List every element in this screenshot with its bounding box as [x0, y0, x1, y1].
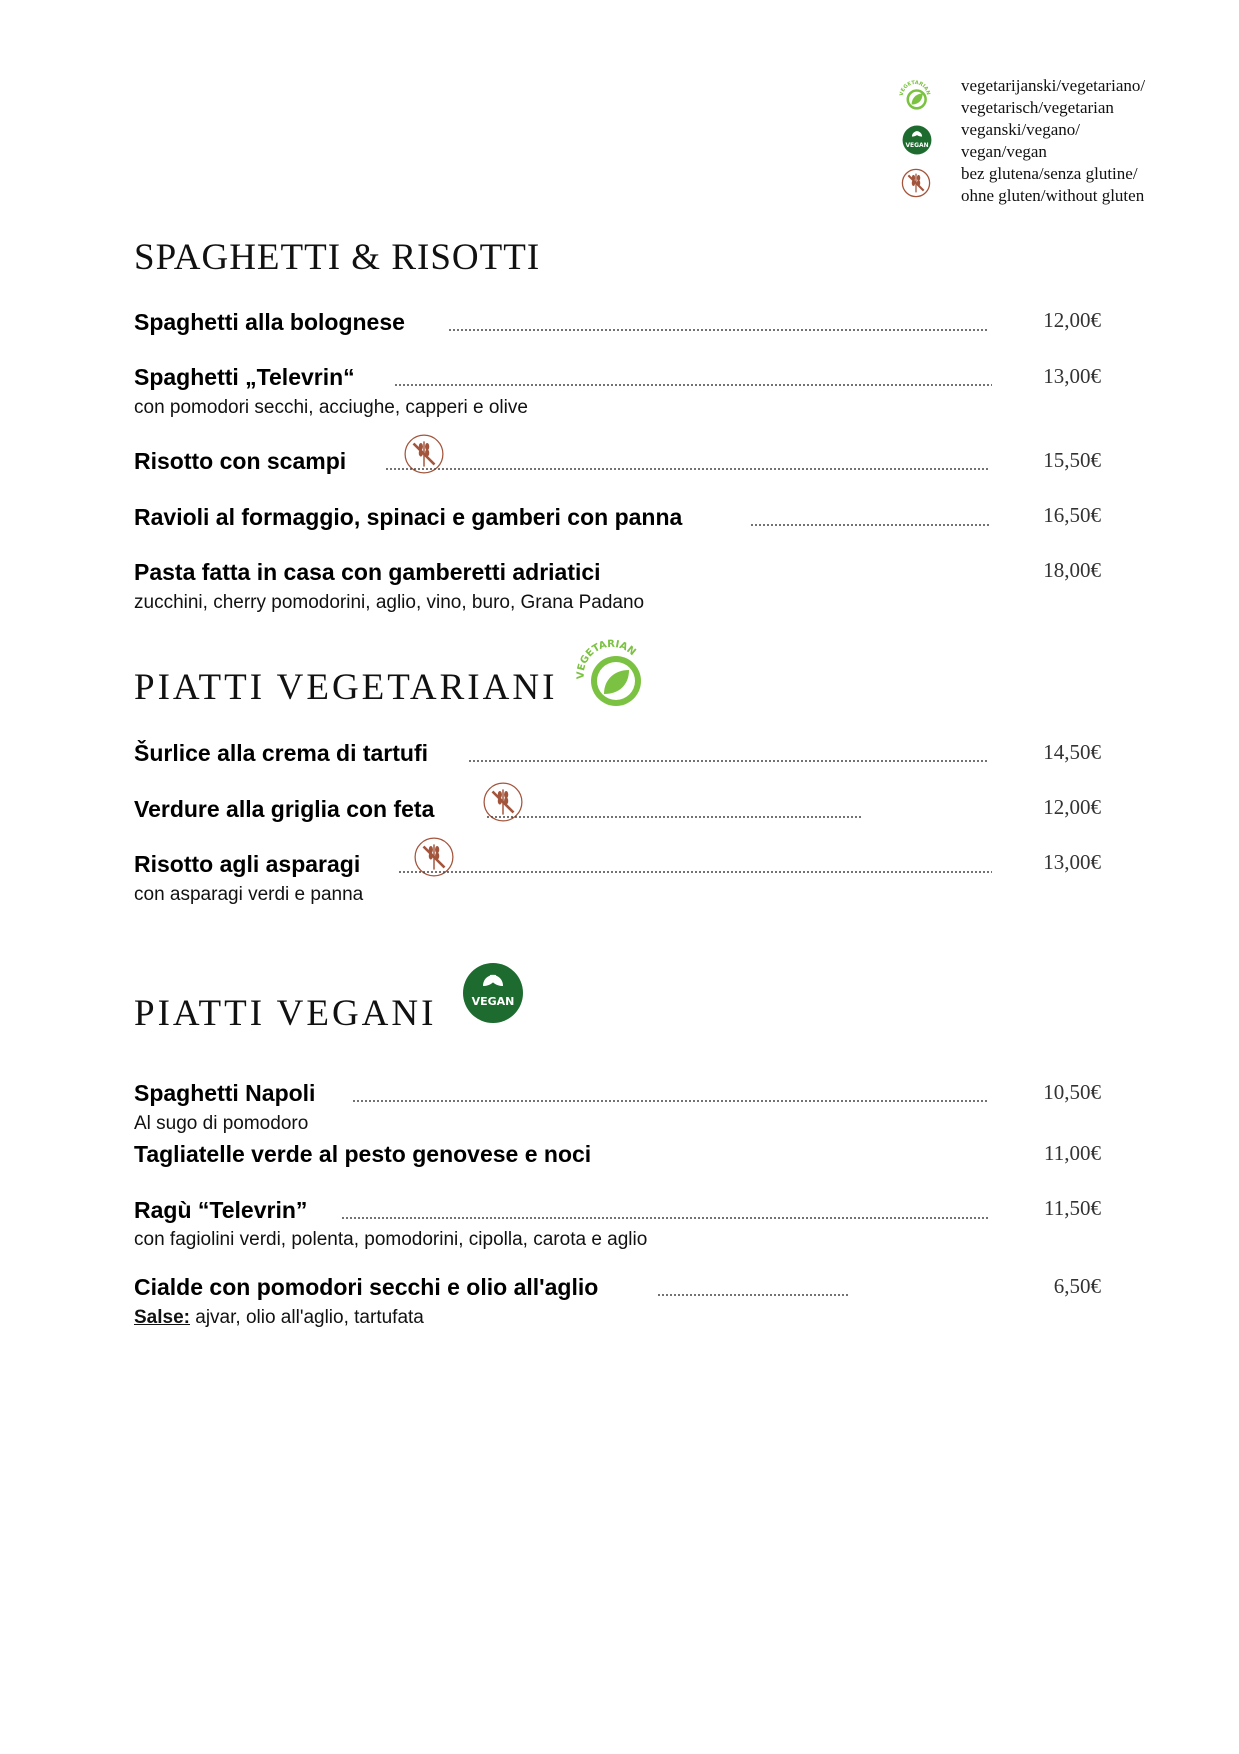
item-price: 10,50€ — [1043, 1080, 1101, 1104]
vegetarian-legend-icon — [898, 79, 932, 113]
item-price: 12,00€ — [1043, 308, 1101, 332]
item-description: zucchini, cherry pomodorini, aglio, vino, buro, Grana Padano — [134, 592, 645, 613]
item-price: 14,50€ — [1043, 740, 1101, 764]
item-description: Al sugo di pomodoro — [134, 1113, 309, 1134]
dot-leader — [352, 1100, 989, 1102]
svg-text:VEGAN: VEGAN — [471, 995, 515, 1008]
item-price: 11,50€ — [1044, 1196, 1101, 1220]
dot-leader — [448, 329, 989, 331]
section-title-vegetariani: PIATTI VEGETARIANI — [134, 667, 558, 708]
item-description — [134, 1306, 424, 1330]
item-name: Cialde con pomodori secchi e olio all'aglio — [134, 1274, 599, 1300]
dot-leader — [341, 1217, 989, 1219]
dot-leader — [394, 384, 992, 386]
item-price: 15,50€ — [1043, 448, 1101, 472]
item-name: Risotto agli asparagi — [134, 851, 361, 877]
legend-vegetarian-text: vegetarijanski/vegetariano/ vegetarisch/vegetarian — [961, 76, 1146, 117]
item-description: con pomodori secchi, acciughe, capperi e olive — [134, 397, 528, 418]
dot-leader — [385, 468, 989, 470]
vegetarian-badge-icon — [574, 639, 646, 711]
vegan-badge-icon — [461, 960, 525, 1026]
svg-text:VEGAN: VEGAN — [905, 141, 929, 149]
gluten-free-legend-icon — [899, 166, 933, 200]
sauces-list: ajvar, olio all'aglio, tartufata — [189, 1307, 424, 1328]
item-name: Risotto con scampi — [134, 448, 347, 474]
item-name: Ragù “Televrin” — [134, 1197, 308, 1223]
svg-text:VEGETARIAN: VEGETARIAN — [575, 639, 638, 680]
item-name: Spaghetti alla bolognese — [134, 309, 405, 335]
legend-gluten-free-text: bez glutena/senza glutine/ ohne gluten/without gluten — [961, 164, 1145, 205]
item-price: 18,00€ — [1043, 558, 1101, 582]
item-name: Spaghetti „Televrin“ — [134, 364, 355, 390]
vegan-legend-icon — [900, 123, 934, 157]
section-title-vegani: PIATTI VEGANI — [134, 993, 437, 1034]
item-price: 11,00€ — [1044, 1141, 1101, 1165]
dot-leader — [657, 1294, 849, 1296]
item-name: Ravioli al formaggio, spinaci e gamberi con panna — [134, 504, 683, 530]
item-description: con fagiolini verdi, polenta, pomodorini, cipolla, carota e aglio — [134, 1229, 648, 1250]
item-name: Verdure alla griglia con feta — [134, 796, 435, 822]
dot-leader — [468, 760, 989, 762]
item-price: 13,00€ — [1043, 364, 1101, 388]
dot-leader — [486, 816, 862, 818]
item-price: 13,00€ — [1043, 850, 1101, 874]
dot-leader — [398, 871, 992, 873]
item-name: Šurlice alla crema di tartufi — [134, 740, 429, 766]
section-title-spaghetti: SPAGHETTI & RISOTTI — [134, 237, 541, 278]
legend-vegan-text: veganski/vegano/ vegan/vegan — [961, 120, 1080, 161]
svg-text:VEGETARIAN: VEGETARIAN — [898, 79, 931, 97]
item-name: Tagliatelle verde al pesto genovese e noci — [134, 1141, 592, 1167]
item-name: Spaghetti Napoli — [134, 1080, 316, 1106]
item-price: 6,50€ — [1053, 1274, 1101, 1298]
item-description: con asparagi verdi e panna — [134, 884, 364, 905]
item-price: 16,50€ — [1043, 503, 1101, 527]
sauces-label: Salse: — [134, 1307, 190, 1328]
dot-leader — [750, 524, 989, 526]
item-price: 12,00€ — [1043, 795, 1101, 819]
item-name: Pasta fatta in casa con gamberetti adriatici — [134, 559, 601, 585]
